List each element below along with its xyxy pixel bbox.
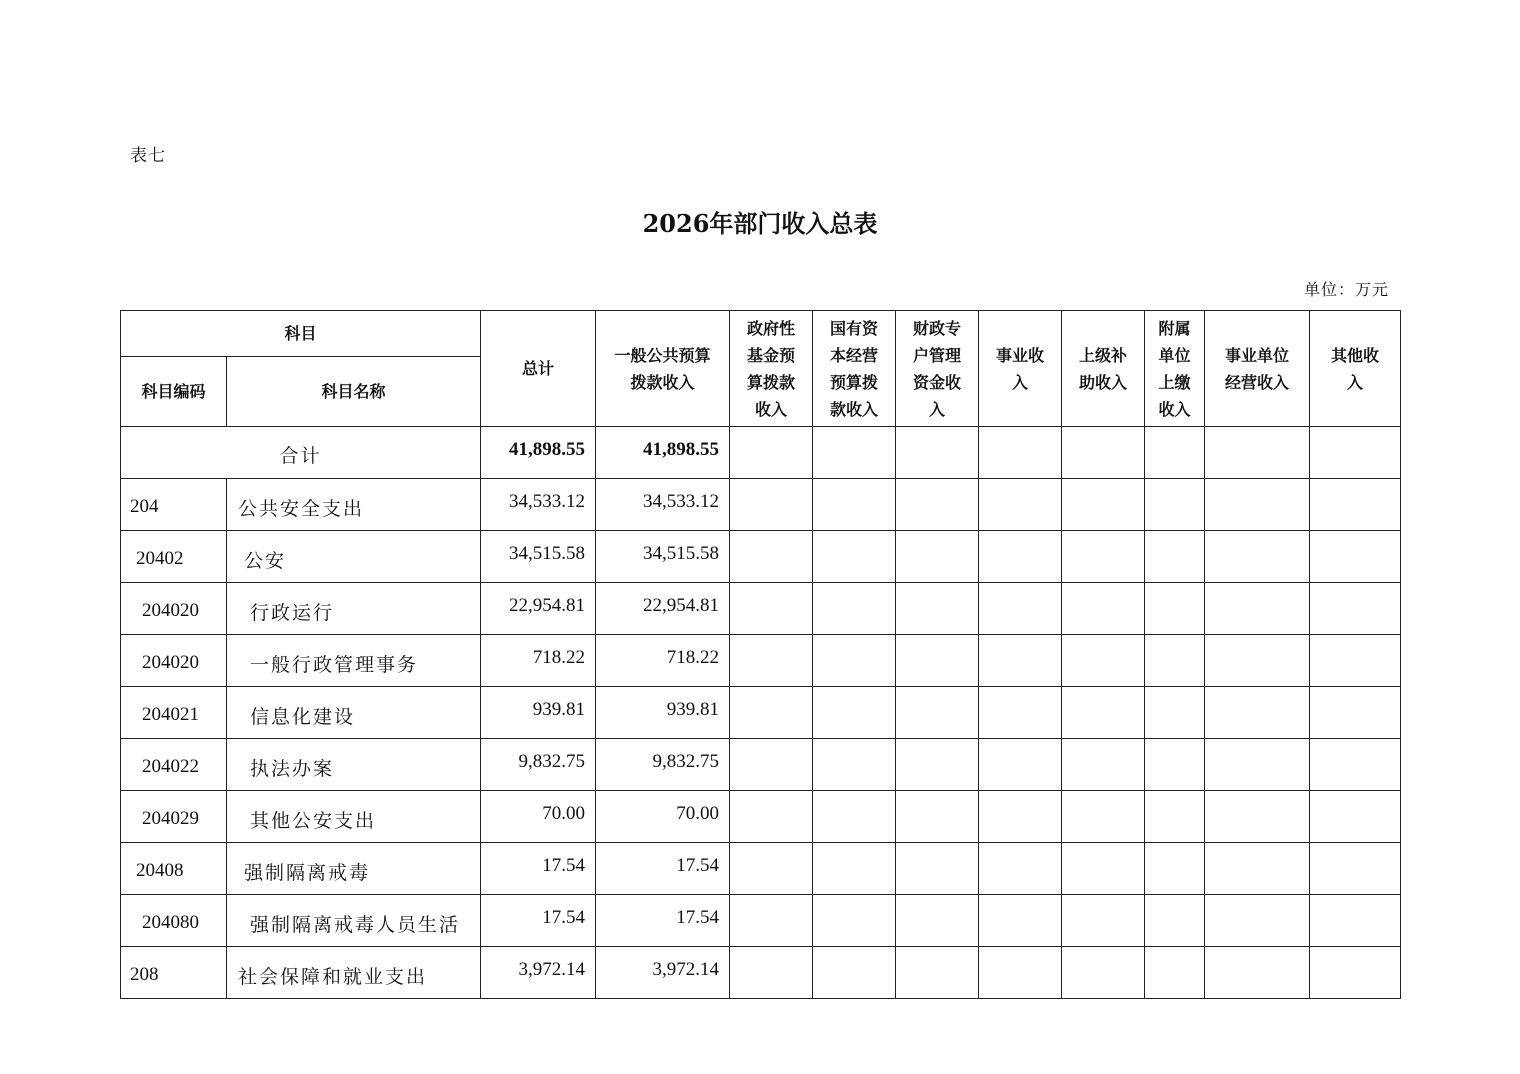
empty-cell: [1310, 635, 1401, 687]
header-superior-subsidy: 上级补 助收入: [1062, 311, 1145, 427]
empty-cell: [979, 687, 1062, 739]
header-subject-code: 科目编码: [121, 357, 227, 427]
empty-cell: [1205, 791, 1310, 843]
empty-cell: [730, 687, 813, 739]
table-row: [121, 531, 1401, 583]
subject-code-cell: 208: [121, 947, 227, 999]
header-affiliated-remit: 附属 单位 上缴 收入: [1145, 311, 1205, 427]
empty-cell: [1205, 583, 1310, 635]
empty-cell: [979, 635, 1062, 687]
general-budget-cell: 9,832.75: [596, 739, 730, 791]
empty-cell: [813, 635, 896, 687]
empty-cell: [979, 791, 1062, 843]
empty-cell: [979, 531, 1062, 583]
empty-cell: [1062, 843, 1145, 895]
subject-name-cell: 执法办案: [227, 739, 481, 791]
table-row: [121, 739, 1401, 791]
table-row: [121, 843, 1401, 895]
empty-cell: [979, 843, 1062, 895]
table-row: [121, 635, 1401, 687]
subject-name-cell: 强制隔离戒毒: [227, 843, 481, 895]
empty-cell: [1145, 583, 1205, 635]
empty-cell: [896, 635, 979, 687]
empty-cell: [896, 895, 979, 947]
table-row: [121, 479, 1401, 531]
subject-name-cell: 信息化建设: [227, 687, 481, 739]
empty-cell: [1145, 427, 1205, 479]
subject-code-cell: 204080: [121, 895, 227, 947]
empty-cell: [1145, 635, 1205, 687]
empty-cell: [1145, 479, 1205, 531]
total-cell: 718.22: [481, 635, 596, 687]
table-label: 表七: [130, 146, 166, 166]
subject-code-cell: 20408: [121, 843, 227, 895]
total-cell: 70.00: [481, 791, 596, 843]
empty-cell: [1062, 895, 1145, 947]
empty-cell: [896, 739, 979, 791]
empty-cell: [1310, 739, 1401, 791]
empty-cell: [813, 479, 896, 531]
empty-cell: [1205, 739, 1310, 791]
empty-cell: [1145, 947, 1205, 999]
general-budget-cell: 939.81: [596, 687, 730, 739]
empty-cell: [730, 895, 813, 947]
subject-code-cell: 204021: [121, 687, 227, 739]
table-row: [121, 947, 1401, 999]
empty-cell: [1062, 687, 1145, 739]
empty-cell: [1310, 479, 1401, 531]
empty-cell: [813, 791, 896, 843]
general-budget-cell: 70.00: [596, 791, 730, 843]
empty-cell: [896, 479, 979, 531]
empty-cell: [1310, 843, 1401, 895]
income-summary-table: [120, 310, 1401, 999]
empty-cell: [979, 479, 1062, 531]
empty-cell: [1205, 635, 1310, 687]
empty-cell: [1062, 427, 1145, 479]
empty-cell: [1062, 479, 1145, 531]
empty-cell: [1145, 791, 1205, 843]
empty-cell: [1205, 843, 1310, 895]
total-cell: 9,832.75: [481, 739, 596, 791]
empty-cell: [730, 739, 813, 791]
empty-cell: [813, 895, 896, 947]
header-other-income: 其他收 入: [1310, 311, 1401, 427]
empty-cell: [1145, 843, 1205, 895]
total-cell: 17.54: [481, 895, 596, 947]
subject-name-cell: 公共安全支出: [227, 479, 481, 531]
empty-cell: [896, 791, 979, 843]
empty-cell: [1205, 687, 1310, 739]
empty-cell: [813, 583, 896, 635]
empty-cell: [1310, 791, 1401, 843]
empty-cell: [730, 583, 813, 635]
empty-cell: [896, 583, 979, 635]
subject-code-cell: 204029: [121, 791, 227, 843]
empty-cell: [813, 687, 896, 739]
general-budget-cell: 17.54: [596, 895, 730, 947]
general-budget-cell: 3,972.14: [596, 947, 730, 999]
header-subject-name: 科目名称: [227, 357, 481, 427]
empty-cell: [979, 583, 1062, 635]
general-budget-cell: 34,515.58: [596, 531, 730, 583]
general-budget-cell: 22,954.81: [596, 583, 730, 635]
header-special-account: 财政专 户管理 资金收 入: [896, 311, 979, 427]
empty-cell: [813, 427, 896, 479]
table-row: [121, 583, 1401, 635]
empty-cell: [1062, 739, 1145, 791]
empty-cell: [979, 427, 1062, 479]
empty-cell: [1145, 687, 1205, 739]
empty-cell: [730, 427, 813, 479]
empty-cell: [813, 739, 896, 791]
empty-cell: [896, 531, 979, 583]
subject-name-cell: 一般行政管理事务: [227, 635, 481, 687]
empty-cell: [1205, 427, 1310, 479]
empty-cell: [730, 479, 813, 531]
empty-cell: [730, 635, 813, 687]
empty-cell: [813, 531, 896, 583]
empty-cell: [730, 531, 813, 583]
subject-code-cell: 204020: [121, 635, 227, 687]
empty-cell: [1205, 479, 1310, 531]
empty-cell: [979, 739, 1062, 791]
empty-cell: [813, 843, 896, 895]
header-state-capital: 国有资 本经营 预算拨 款收入: [813, 311, 896, 427]
total-row-total: 41,898.55: [481, 427, 596, 479]
subject-name-cell: 社会保障和就业支出: [227, 947, 481, 999]
header-business-operation: 事业单位 经营收入: [1205, 311, 1310, 427]
header-gov-fund: 政府性 基金预 算拨款 收入: [730, 311, 813, 427]
empty-cell: [979, 895, 1062, 947]
table-header: [121, 311, 1401, 427]
total-cell: 22,954.81: [481, 583, 596, 635]
subject-code-cell: 204022: [121, 739, 227, 791]
total-cell: 3,972.14: [481, 947, 596, 999]
subject-code-cell: 20402: [121, 531, 227, 583]
total-cell: 34,515.58: [481, 531, 596, 583]
general-budget-cell: 34,533.12: [596, 479, 730, 531]
empty-cell: [1145, 531, 1205, 583]
general-budget-cell: 17.54: [596, 843, 730, 895]
subject-code-cell: 204020: [121, 583, 227, 635]
empty-cell: [1310, 687, 1401, 739]
empty-cell: [1062, 947, 1145, 999]
empty-cell: [1145, 895, 1205, 947]
table-body: [121, 427, 1401, 999]
empty-cell: [896, 947, 979, 999]
empty-cell: [1062, 583, 1145, 635]
empty-cell: [1062, 531, 1145, 583]
subject-code-cell: 204: [121, 479, 227, 531]
header-business-income: 事业收 入: [979, 311, 1062, 427]
subject-name-cell: 其他公安支出: [227, 791, 481, 843]
empty-cell: [1205, 895, 1310, 947]
empty-cell: [1310, 947, 1401, 999]
empty-cell: [1310, 531, 1401, 583]
subject-name-cell: 公安: [227, 531, 481, 583]
empty-cell: [896, 427, 979, 479]
table-row: [121, 895, 1401, 947]
empty-cell: [1145, 739, 1205, 791]
empty-cell: [1310, 583, 1401, 635]
page-title: 2026年部门收入总表: [642, 209, 878, 238]
total-label: 合计: [121, 427, 481, 479]
empty-cell: [1310, 427, 1401, 479]
subject-name-cell: 行政运行: [227, 583, 481, 635]
empty-cell: [1062, 635, 1145, 687]
unit-label: 单位：万元: [1303, 280, 1389, 299]
empty-cell: [730, 947, 813, 999]
empty-cell: [813, 947, 896, 999]
total-row: [121, 427, 1401, 479]
empty-cell: [896, 843, 979, 895]
empty-cell: [979, 947, 1062, 999]
header-subject: 科目: [121, 311, 481, 357]
total-cell: 939.81: [481, 687, 596, 739]
total-cell: 34,533.12: [481, 479, 596, 531]
empty-cell: [1205, 947, 1310, 999]
empty-cell: [896, 687, 979, 739]
total-row-general-budget: 41,898.55: [596, 427, 730, 479]
total-cell: 17.54: [481, 843, 596, 895]
empty-cell: [1062, 791, 1145, 843]
subject-name-cell: 强制隔离戒毒人员生活: [227, 895, 481, 947]
empty-cell: [730, 843, 813, 895]
empty-cell: [730, 791, 813, 843]
general-budget-cell: 718.22: [596, 635, 730, 687]
table-row: [121, 687, 1401, 739]
header-general-budget: 一般公共预算 拨款收入: [596, 311, 730, 427]
empty-cell: [1310, 895, 1401, 947]
header-total: 总计: [481, 311, 596, 427]
table-row: [121, 791, 1401, 843]
empty-cell: [1205, 531, 1310, 583]
